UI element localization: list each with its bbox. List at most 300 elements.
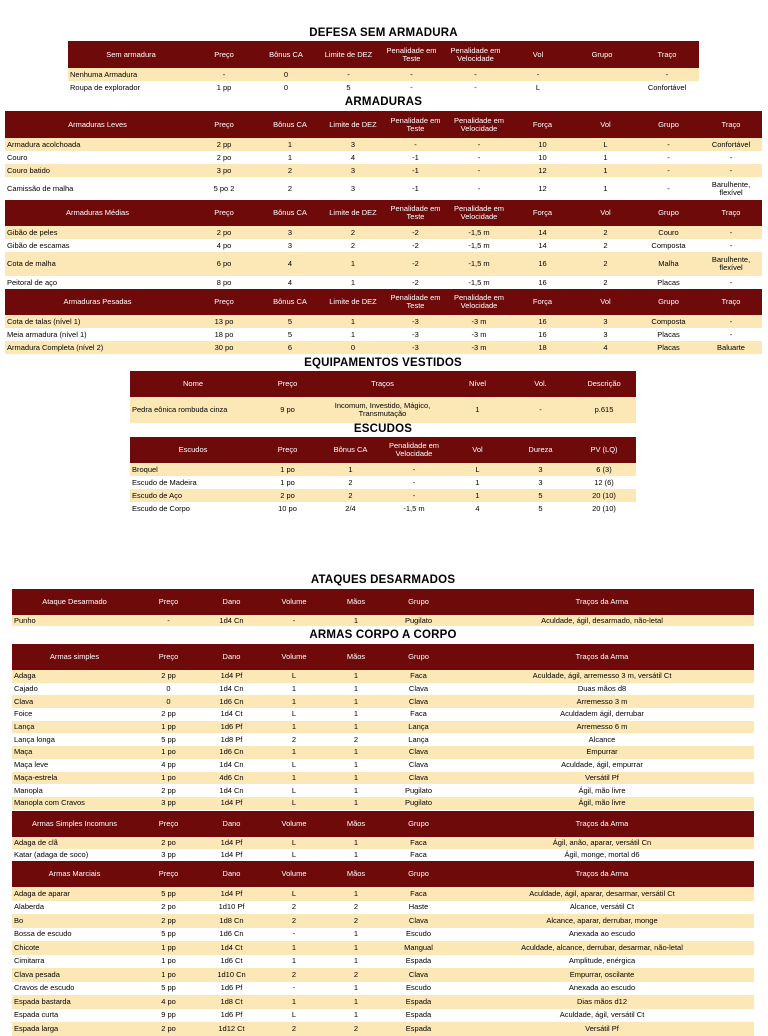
column-header-maos: Mãos xyxy=(325,589,387,615)
cell-tracos-da-arma: Versátil Pf xyxy=(450,1022,754,1036)
table-row xyxy=(130,397,636,423)
column-header-vol: Vol xyxy=(574,111,637,138)
cell-traco: - xyxy=(700,239,762,252)
cell-volume: L xyxy=(263,849,325,861)
cell-tracos-da-arma: Ágil, monge, mortal d6 xyxy=(450,849,754,861)
column-header-bonus-ca: Bônus CA xyxy=(258,200,322,226)
cell-penalidade-em-teste: -1 xyxy=(384,177,447,201)
cell-forca: 14 xyxy=(511,226,574,239)
column-header-tracos: Traços xyxy=(319,371,446,397)
cell-penalidade-em-teste: -2 xyxy=(384,252,447,276)
cell-forca: 18 xyxy=(511,341,574,354)
cell-preco: 1 po xyxy=(137,746,200,759)
column-header-traco: Traço xyxy=(700,200,762,226)
column-header-armaduras-pesadas: Armaduras Pesadas xyxy=(5,289,190,315)
cell-penalidade-em-teste: - xyxy=(379,68,444,81)
cell-bonus-ca: 3 xyxy=(258,239,322,252)
column-header-pv-lq: PV (LQ) xyxy=(572,437,636,463)
cell-dano: 1d4 Pf xyxy=(200,670,263,683)
cell-vol: 1 xyxy=(446,489,509,502)
cell-tracos-da-arma: Aculdade, ágil, arremesso 3 m, versátil Ct xyxy=(450,670,754,683)
column-header-vol: Vol xyxy=(507,41,569,68)
column-header-dano: Dano xyxy=(200,589,263,615)
cell-preco: 0 xyxy=(137,695,200,708)
table-row xyxy=(12,695,754,708)
cell-penalidade-em-teste: - xyxy=(379,81,444,94)
cell-sem-armadura: Nenhuma Armadura xyxy=(68,68,194,81)
cell-grupo: Pugilato xyxy=(387,784,450,797)
cell-preco: 5 pp xyxy=(137,928,200,942)
cell-bonus-ca: 1 xyxy=(319,463,382,476)
cell-dano: 1d10 Pf xyxy=(200,901,263,915)
cell-preco: 4 pp xyxy=(137,759,200,772)
cell-preco: 2 po xyxy=(137,837,200,849)
cell-tracos-da-arma: Aculdade, ágil, desarmado, não-letal xyxy=(450,615,754,626)
column-header-armas-simples: Armas simples xyxy=(12,644,137,670)
cell-grupo: Espada xyxy=(387,995,450,1009)
cell-preco: 1 po xyxy=(137,955,200,969)
cell-penalidade-em-teste: -3 xyxy=(384,341,447,354)
column-header-penalidade-em-teste: Penalidade em Teste xyxy=(384,111,447,138)
column-header-maos: Mãos xyxy=(325,861,387,887)
cell-grupo: Composta xyxy=(637,239,700,252)
cell-grupo: Mangual xyxy=(387,941,450,955)
cell-armas-marciais: Chicote xyxy=(12,941,137,955)
table-row xyxy=(12,759,754,772)
column-header-armas-simples-incomuns: Armas Simples Incomuns xyxy=(12,811,137,837)
cell-escudos: Escudo de Madeira xyxy=(130,476,256,489)
cell-preco: 2 pp xyxy=(137,708,200,721)
cell-traco: Barulhente, flexível xyxy=(700,177,762,201)
cell-penalidade-em-teste: -3 xyxy=(384,328,447,341)
cell-penalidade-em-velocidade: -1,5 m xyxy=(447,226,511,239)
cell-grupo: Placas xyxy=(637,341,700,354)
column-header-vol: Vol. xyxy=(509,371,572,397)
cell-preco: 4 po xyxy=(190,239,258,252)
defesa-header-row xyxy=(68,41,699,68)
cell-maos: 1 xyxy=(325,797,387,810)
cell-penalidade-em-velocidade: -3 m xyxy=(447,328,511,341)
cell-grupo: Faca xyxy=(387,887,450,901)
cell-bonus-ca: 4 xyxy=(258,252,322,276)
column-header-vol: Vol xyxy=(574,289,637,315)
column-header-preco: Preço xyxy=(137,644,200,670)
cell-armas-simples: Lança xyxy=(12,721,137,734)
cell-maos: 1 xyxy=(325,887,387,901)
cell-bonus-ca: 2 xyxy=(319,489,382,502)
cell-traco: Confortável xyxy=(700,138,762,151)
cell-armaduras-leves: Armadura acolchoada xyxy=(5,138,190,151)
cell-penalidade-em-velocidade: - xyxy=(444,81,507,94)
cell-maos: 1 xyxy=(325,837,387,849)
column-header-maos: Mãos xyxy=(325,811,387,837)
table-row xyxy=(12,941,754,955)
cell-grupo: Clava xyxy=(387,683,450,696)
table-row xyxy=(5,226,762,239)
armaduras-medias-header-row xyxy=(5,200,762,226)
cell-maos: 2 xyxy=(325,968,387,982)
desarmados-header-row xyxy=(12,589,754,615)
cell-grupo: Escudo xyxy=(387,928,450,942)
cell-volume: 2 xyxy=(263,1022,325,1036)
cell-preco: 13 po xyxy=(190,315,258,328)
cell-volume: L xyxy=(263,708,325,721)
cell-penalidade-em-velocidade: -1,5 m xyxy=(447,276,511,289)
column-header-bonus-ca: Bônus CA xyxy=(258,289,322,315)
cell-penalidade-em-teste: - xyxy=(384,138,447,151)
column-header-forca: Força xyxy=(511,111,574,138)
cell-dano: 1d4 Ct xyxy=(200,941,263,955)
cell-bonus-ca: 1 xyxy=(258,138,322,151)
table-row xyxy=(12,928,754,942)
cell-limite-de-dez: 2 xyxy=(322,226,384,239)
column-header-forca: Força xyxy=(511,289,574,315)
cell-preco: 1 pp xyxy=(194,81,254,94)
cell-armaduras-medias: Gibão de escamas xyxy=(5,239,190,252)
cell-limite-de-dez: 1 xyxy=(322,315,384,328)
cell-volume: L xyxy=(263,670,325,683)
cell-preco: 5 pp xyxy=(137,733,200,746)
cell-dureza: 3 xyxy=(509,463,572,476)
cell-grupo: Espada xyxy=(387,955,450,969)
cell-preco: 9 pp xyxy=(137,1009,200,1023)
cell-dano: 1d6 Cn xyxy=(200,928,263,942)
cell-dano: 1d4 Cn xyxy=(200,784,263,797)
cell-limite-de-dez: 0 xyxy=(322,341,384,354)
cell-penalidade-em-teste: -2 xyxy=(384,239,447,252)
table-row xyxy=(5,328,762,341)
cell-vol: - xyxy=(507,68,569,81)
cell-grupo: Clava xyxy=(387,968,450,982)
cell-traco: Confortável xyxy=(635,81,699,94)
vestidos-table xyxy=(130,371,636,423)
corpo-title: ARMAS CORPO A CORPO xyxy=(309,629,457,641)
table-row xyxy=(12,849,754,861)
cell-armas-marciais: Espada bastarda xyxy=(12,995,137,1009)
cell-volume: 2 xyxy=(263,914,325,928)
cell-pv-lq: 6 (3) xyxy=(572,463,636,476)
vestidos-body xyxy=(130,397,636,423)
cell-penalidade-em-teste: -1 xyxy=(384,164,447,177)
cell-tracos-da-arma: Aculdade, ágil, empurrar xyxy=(450,759,754,772)
cell-tracos-da-arma: Aculdade, ágil, versátil Ct xyxy=(450,1009,754,1023)
cell-armas-simples: Manopla com Cravos xyxy=(12,797,137,810)
table-row xyxy=(130,476,636,489)
armaduras-pesadas-body xyxy=(5,315,762,354)
cell-dano: 1d10 Cn xyxy=(200,968,263,982)
cell-tracos-da-arma: Versátil Pf xyxy=(450,772,754,785)
cell-preco: 2 po xyxy=(256,489,319,502)
cell-vol: 2 xyxy=(574,276,637,289)
table-row xyxy=(12,837,754,849)
cell-maos: 1 xyxy=(325,849,387,861)
cell-maos: 2 xyxy=(325,733,387,746)
column-header-penalidade-em-velocidade: Penalidade em Velocidade xyxy=(444,41,507,68)
table-row xyxy=(12,708,754,721)
cell-preco: 2 po xyxy=(137,1022,200,1036)
column-header-preco: Preço xyxy=(256,371,319,397)
table-row xyxy=(130,489,636,502)
cell-armas-simples: Manopla xyxy=(12,784,137,797)
cell-grupo: Clava xyxy=(387,772,450,785)
cell-armaduras-leves: Camissão de malha xyxy=(5,177,190,201)
cell-penalidade-em-teste: -2 xyxy=(384,276,447,289)
armaduras-leves-header-row xyxy=(5,111,762,138)
cell-bonus-ca: 2 xyxy=(258,164,322,177)
cell-armas-marciais: Espada larga xyxy=(12,1022,137,1036)
cell-volume: L xyxy=(263,759,325,772)
cell-maos: 1 xyxy=(325,995,387,1009)
cell-ataque-desarmado: Punho xyxy=(12,615,137,626)
cell-grupo: Placas xyxy=(637,328,700,341)
column-header-penalidade-em-velocidade: Penalidade em Velocidade xyxy=(447,111,511,138)
column-header-limite-de-dez: Limite de DEZ xyxy=(322,289,384,315)
table-row xyxy=(5,138,762,151)
cell-grupo: Lança xyxy=(387,721,450,734)
armas-incomuns-header-row xyxy=(12,811,754,837)
column-header-grupo: Grupo xyxy=(387,861,450,887)
cell-vol: 4 xyxy=(446,502,509,515)
cell-armaduras-leves: Couro xyxy=(5,151,190,164)
column-header-grupo: Grupo xyxy=(387,589,450,615)
cell-maos: 1 xyxy=(325,670,387,683)
cell-penalidade-em-velocidade: - xyxy=(447,177,511,201)
cell-dano: 1d6 Pf xyxy=(200,1009,263,1023)
cell-grupo xyxy=(569,81,635,94)
cell-preco: 5 po 2 xyxy=(190,177,258,201)
cell-bonus-ca: 6 xyxy=(258,341,322,354)
column-header-grupo: Grupo xyxy=(569,41,635,68)
cell-volume: L xyxy=(263,797,325,810)
cell-forca: 14 xyxy=(511,239,574,252)
cell-volume: L xyxy=(263,837,325,849)
column-header-preco: Preço xyxy=(256,437,319,463)
table-row xyxy=(12,670,754,683)
defesa-title: DEFESA SEM ARMADURA xyxy=(309,27,458,39)
cell-armas-simples: Cajado xyxy=(12,683,137,696)
cell-limite-de-dez: 1 xyxy=(322,328,384,341)
cell-forca: 16 xyxy=(511,328,574,341)
cell-preco: 6 po xyxy=(190,252,258,276)
column-header-maos: Mãos xyxy=(325,644,387,670)
cell-tracos-da-arma: Anexada ao escudo xyxy=(450,928,754,942)
cell-preco: 1 pp xyxy=(137,941,200,955)
table-row xyxy=(12,615,754,626)
armas-incomuns-body xyxy=(12,837,754,861)
column-header-traco: Traço xyxy=(635,41,699,68)
cell-nome: Pedra eônica rombuda cinza xyxy=(130,397,256,423)
cell-volume: L xyxy=(263,1009,325,1023)
table-row xyxy=(5,341,762,354)
cell-grupo: Escudo xyxy=(387,982,450,996)
cell-preco: 2 pp xyxy=(137,914,200,928)
cell-limite-de-dez: 5 xyxy=(318,81,379,94)
cell-volume: 1 xyxy=(263,955,325,969)
cell-penalidade-em-velocidade: -1,5 m xyxy=(447,252,511,276)
cell-armas-marciais: Espada curta xyxy=(12,1009,137,1023)
cell-volume: - xyxy=(263,928,325,942)
cell-forca: 16 xyxy=(511,315,574,328)
cell-maos: 1 xyxy=(325,615,387,626)
column-header-escudos: Escudos xyxy=(130,437,256,463)
cell-bonus-ca: 5 xyxy=(258,328,322,341)
escudos-header-row xyxy=(130,437,636,463)
cell-preco: 2 po xyxy=(190,151,258,164)
cell-escudos: Escudo de Corpo xyxy=(130,502,256,515)
cell-escudos: Escudo de Aço xyxy=(130,489,256,502)
column-header-volume: Volume xyxy=(263,589,325,615)
cell-penalidade-em-velocidade: -3 m xyxy=(447,315,511,328)
cell-armas-simples-incomuns: Katar (adaga de soco) xyxy=(12,849,137,861)
cell-preco: 5 pp xyxy=(137,887,200,901)
cell-tracos-da-arma: Aculdade, alcance, derrubar, desarmar, não-letal xyxy=(450,941,754,955)
armas-marciais-header-row xyxy=(12,861,754,887)
table-row xyxy=(12,1022,754,1036)
table-row xyxy=(130,463,636,476)
cell-grupo: Pugilato xyxy=(387,797,450,810)
cell-dano: 1d8 Pf xyxy=(200,733,263,746)
cell-armaduras-pesadas: Meia armadura (nível 1) xyxy=(5,328,190,341)
column-header-descricao: Descrição xyxy=(572,371,636,397)
cell-preco: 2 po xyxy=(190,226,258,239)
cell-armaduras-pesadas: Cota de talas (nível 1) xyxy=(5,315,190,328)
cell-preco: 2 pp xyxy=(190,138,258,151)
column-header-volume: Volume xyxy=(263,644,325,670)
cell-preco: 4 po xyxy=(137,995,200,1009)
cell-penalidade-em-velocidade: -3 m xyxy=(447,341,511,354)
cell-penalidade-em-velocidade: - xyxy=(444,68,507,81)
cell-vol: L xyxy=(574,138,637,151)
cell-volume: 1 xyxy=(263,941,325,955)
table-row xyxy=(5,151,762,164)
table-row xyxy=(12,721,754,734)
cell-armaduras-medias: Gibão de peles xyxy=(5,226,190,239)
table-row xyxy=(5,177,762,201)
armaduras-medias-table xyxy=(5,200,762,289)
column-header-armaduras-medias: Armaduras Médias xyxy=(5,200,190,226)
column-header-penalidade-em-velocidade: Penalidade em Velocidade xyxy=(447,200,511,226)
desarmados-title: ATAQUES DESARMADOS xyxy=(310,574,456,586)
cell-grupo: Espada xyxy=(387,1009,450,1023)
cell-limite-de-dez: 1 xyxy=(322,252,384,276)
cell-tracos-da-arma: Alcance, aparar, derrubar, monge xyxy=(450,914,754,928)
column-header-penalidade-em-teste: Penalidade em Teste xyxy=(379,41,444,68)
table-row xyxy=(12,683,754,696)
table-row xyxy=(5,164,762,177)
armas-marciais-body xyxy=(12,887,754,1036)
cell-grupo: Malha xyxy=(637,252,700,276)
cell-dano: 1d4 Cn xyxy=(200,683,263,696)
column-header-sem-armadura: Sem armadura xyxy=(68,41,194,68)
cell-grupo: Faca xyxy=(387,837,450,849)
column-header-ataque-desarmado: Ataque Desarmado xyxy=(12,589,137,615)
cell-tracos-da-arma: Ágil, mão livre xyxy=(450,784,754,797)
escudos-body xyxy=(130,463,636,515)
cell-vol: 2 xyxy=(574,226,637,239)
cell-grupo: Pugilato xyxy=(387,615,450,626)
cell-tracos-da-arma: Empurrar, oscilante xyxy=(450,968,754,982)
armaduras-medias-body xyxy=(5,226,762,289)
cell-volume: - xyxy=(263,982,325,996)
column-header-preco: Preço xyxy=(137,861,200,887)
cell-maos: 1 xyxy=(325,746,387,759)
cell-maos: 1 xyxy=(325,955,387,969)
column-header-traco: Traço xyxy=(700,289,762,315)
cell-dano: 1d6 Pf xyxy=(200,721,263,734)
cell-pv-lq: 20 (10) xyxy=(572,489,636,502)
armas-incomuns-table xyxy=(12,811,754,861)
cell-dano: 1d4 Pf xyxy=(200,887,263,901)
cell-bonus-ca: 4 xyxy=(258,276,322,289)
defesa-table xyxy=(68,41,699,94)
cell-traco: - xyxy=(700,226,762,239)
column-header-limite-de-dez: Limite de DEZ xyxy=(322,111,384,138)
cell-nivel: 1 xyxy=(446,397,509,423)
cell-grupo: - xyxy=(637,164,700,177)
defesa-body xyxy=(68,68,699,94)
cell-preco: 3 pp xyxy=(137,849,200,861)
cell-preco: 8 po xyxy=(190,276,258,289)
column-header-preco: Preço xyxy=(190,200,258,226)
column-header-dureza: Dureza xyxy=(509,437,572,463)
armas-simples-body xyxy=(12,670,754,810)
cell-volume: 1 xyxy=(263,683,325,696)
column-header-preco: Preço xyxy=(190,111,258,138)
cell-grupo: Haste xyxy=(387,901,450,915)
column-header-grupo: Grupo xyxy=(637,200,700,226)
column-header-volume: Volume xyxy=(263,861,325,887)
cell-volume: 2 xyxy=(263,733,325,746)
cell-tracos-da-arma: Alcance xyxy=(450,733,754,746)
cell-descricao: p.615 xyxy=(572,397,636,423)
cell-escudos: Broquel xyxy=(130,463,256,476)
column-header-volume: Volume xyxy=(263,811,325,837)
cell-dano: 1d4 Ct xyxy=(200,708,263,721)
cell-volume: 1 xyxy=(263,772,325,785)
cell-limite-de-dez: 4 xyxy=(322,151,384,164)
column-header-penalidade-em-teste: Penalidade em Teste xyxy=(384,289,447,315)
column-header-bonus-ca: Bônus CA xyxy=(319,437,382,463)
cell-volume: L xyxy=(263,887,325,901)
cell-armas-marciais: Bo xyxy=(12,914,137,928)
cell-grupo: - xyxy=(637,177,700,201)
cell-dano: 4d6 Cn xyxy=(200,772,263,785)
table-row xyxy=(12,746,754,759)
cell-bonus-ca: 5 xyxy=(258,315,322,328)
cell-preco: 1 pp xyxy=(137,721,200,734)
cell-volume: 1 xyxy=(263,995,325,1009)
escudos-table xyxy=(130,437,636,515)
cell-tracos-da-arma: Duas mãos d8 xyxy=(450,683,754,696)
armaduras-leves-table xyxy=(5,111,762,201)
cell-forca: 10 xyxy=(511,138,574,151)
cell-vol: 1 xyxy=(446,476,509,489)
column-header-dano: Dano xyxy=(200,644,263,670)
cell-preco: - xyxy=(194,68,254,81)
cell-armas-simples: Clava xyxy=(12,695,137,708)
cell-volume: - xyxy=(263,615,325,626)
cell-bonus-ca: 2 xyxy=(258,177,322,201)
cell-armas-simples: Maça-estrela xyxy=(12,772,137,785)
column-header-armas-marciais: Armas Marciais xyxy=(12,861,137,887)
table-row xyxy=(5,276,762,289)
cell-dureza: 5 xyxy=(509,489,572,502)
table-row xyxy=(12,887,754,901)
cell-volume: 1 xyxy=(263,721,325,734)
cell-maos: 2 xyxy=(325,1022,387,1036)
cell-grupo: Clava xyxy=(387,746,450,759)
cell-pv-lq: 20 (10) xyxy=(572,502,636,515)
